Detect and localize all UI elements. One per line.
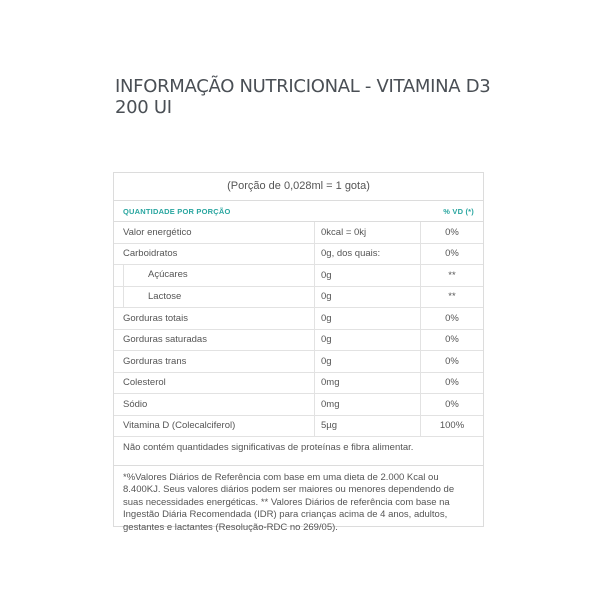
nutrition-table-card xyxy=(113,172,484,533)
vd-header: % VD (*) xyxy=(443,206,474,216)
nutrient-name: Valor energético xyxy=(114,222,315,243)
nutrient-amount: 0mg xyxy=(315,394,421,416)
nutrient-vd: 0% xyxy=(421,372,484,394)
nutrient-vd: 0% xyxy=(421,351,484,373)
nutrient-name: Gorduras trans xyxy=(114,351,315,373)
nutrient-amount: 0g xyxy=(315,265,421,287)
table-row xyxy=(114,351,483,373)
nutrient-name: Açúcares xyxy=(123,265,314,286)
table-note: Não contém quantidades significativas de proteínas e fibra alimentar. xyxy=(114,437,483,466)
nutrient-name: Gorduras totais xyxy=(114,308,315,330)
nutrient-vd: 0% xyxy=(421,394,484,416)
nutrient-amount: 0g xyxy=(315,329,421,351)
table-row xyxy=(114,329,483,351)
nutrient-name: Colesterol xyxy=(114,372,315,394)
table-row xyxy=(114,243,483,265)
nutrient-vd: 0% xyxy=(421,329,484,351)
nutrient-name: Gorduras saturadas xyxy=(114,329,315,351)
quantity-header: QUANTIDADE POR PORÇÃO xyxy=(123,206,231,216)
nutrient-amount: 0g xyxy=(315,286,421,308)
nutrient-amount: 0g xyxy=(315,351,421,373)
table-row xyxy=(114,286,483,308)
footnote: *%Valores Diários de Referência com base em uma dieta de 2.000 Kcal ou 8.400KJ. Seus valores diários podem ser maiores ou menores dependendo de suas necessidades energéticas. ** Valores Diários de referência com base na Ingestão Diária Recomendada (IDR) para crianças acima de 4 anos, adultos, gestantes e lactantes (Resolução-RDC no 269/05). xyxy=(123,472,455,533)
nutrient-amount: 0g, dos quais: xyxy=(315,243,421,265)
nutrient-vd: 0% xyxy=(421,308,484,330)
nutrient-name: Vitamina D (Colecalciferol) xyxy=(114,415,315,437)
nutrient-name: Lactose xyxy=(123,287,314,308)
nutrient-amount: 0g xyxy=(315,308,421,330)
nutrient-amount: 5µg xyxy=(315,415,421,437)
nutrient-vd: 0% xyxy=(421,222,484,243)
portion-size: (Porção de 0,028ml = 1 gota) xyxy=(114,173,483,201)
table-row xyxy=(114,372,483,394)
nutrient-vd: ** xyxy=(421,286,484,308)
nutrition-table xyxy=(114,222,483,437)
table-row xyxy=(114,265,483,287)
nutrient-name: Carboidratos xyxy=(114,243,315,265)
table-row xyxy=(114,222,483,243)
nutrient-name-cell xyxy=(114,286,315,308)
nutrient-name: Sódio xyxy=(114,394,315,416)
nutrient-name-cell xyxy=(114,265,315,287)
page-title: INFORMAÇÃO NUTRICIONAL - VITAMINA D3 200 UI xyxy=(115,76,491,118)
nutrient-vd: 0% xyxy=(421,243,484,265)
table-row xyxy=(114,308,483,330)
nutrient-amount: 0kcal = 0kj xyxy=(315,222,421,243)
table-row xyxy=(114,394,483,416)
nutrient-vd: ** xyxy=(421,265,484,287)
table-row xyxy=(114,415,483,437)
table-header xyxy=(114,201,483,222)
nutrient-amount: 0mg xyxy=(315,372,421,394)
nutrient-vd: 100% xyxy=(421,415,484,437)
